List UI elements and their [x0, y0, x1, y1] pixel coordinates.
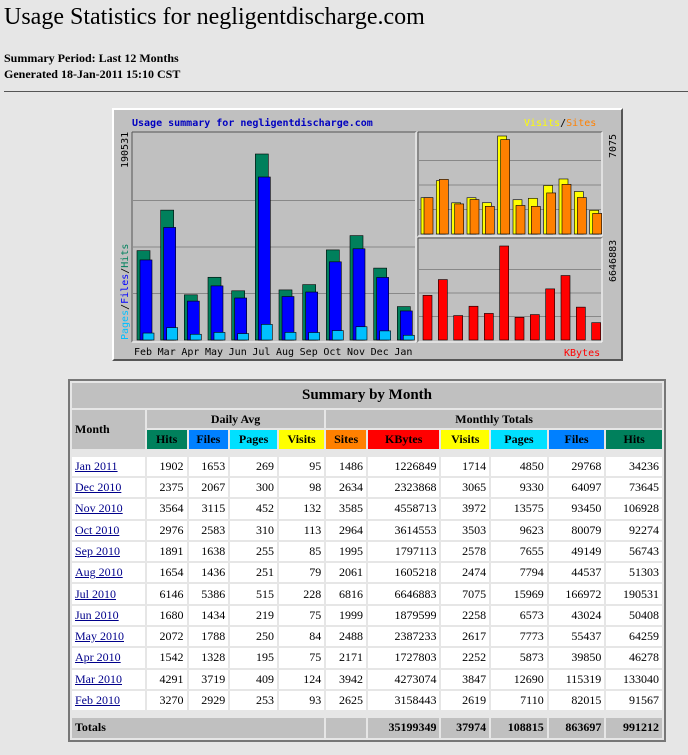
totals-pages: 108815 — [491, 718, 547, 738]
pages-bar — [309, 333, 320, 340]
cell-sites: 2634 — [326, 478, 366, 497]
totals-row — [72, 718, 662, 738]
table-row — [72, 499, 662, 518]
cell-kbytes: 6646883 — [368, 584, 439, 603]
cell-d-visits: 93 — [279, 691, 324, 710]
cell-d-pages: 219 — [230, 606, 277, 625]
month-link[interactable]: Oct 2010 — [75, 522, 120, 537]
cell-d-pages: 195 — [230, 648, 277, 667]
kbytes-bar — [423, 295, 432, 340]
cell-d-visits: 85 — [279, 542, 324, 561]
cell-d-pages: 251 — [230, 563, 277, 582]
sites-bar — [439, 179, 448, 234]
x-tick-label: Sep — [299, 347, 318, 358]
cell-files: 82015 — [549, 691, 605, 710]
pages-bar — [285, 332, 296, 340]
month-cell — [72, 521, 145, 540]
totals-hits: 991212 — [606, 718, 662, 738]
x-tick-label: Feb — [134, 347, 153, 358]
cell-files: 49149 — [549, 542, 605, 561]
cell-pages: 6573 — [491, 606, 547, 625]
cell-d-pages: 452 — [230, 499, 277, 518]
cell-d-files: 2583 — [189, 521, 229, 540]
cell-sites: 2061 — [326, 563, 366, 582]
legend-entry: Visits — [524, 118, 561, 129]
files-bar — [258, 177, 270, 340]
cell-pages: 9330 — [491, 478, 547, 497]
month-link[interactable]: Mar 2010 — [75, 671, 122, 686]
cell-sites: 6816 — [326, 584, 366, 603]
cell-d-visits: 84 — [279, 627, 324, 646]
kbytes-bar — [546, 289, 555, 340]
cell-d-pages: 310 — [230, 521, 277, 540]
cell-d-pages: 269 — [230, 457, 277, 476]
cell-d-hits: 1542 — [147, 648, 187, 667]
kbytes-bar — [454, 316, 463, 340]
cell-sites: 1486 — [326, 457, 366, 476]
sites-bar — [470, 200, 479, 234]
cell-files: 80079 — [549, 521, 605, 540]
cell-hits: 64259 — [606, 627, 662, 646]
cell-d-pages: 250 — [230, 627, 277, 646]
cell-d-files: 1436 — [189, 563, 229, 582]
legend-entry: / — [560, 118, 567, 129]
cell-d-pages: 253 — [230, 691, 277, 710]
cell-files: 93450 — [549, 499, 605, 518]
cell-sites: 1999 — [326, 606, 366, 625]
x-tick-label: Nov — [347, 347, 366, 358]
cell-visits: 2474 — [441, 563, 489, 582]
cell-d-pages: 515 — [230, 584, 277, 603]
top-right-legend — [524, 118, 596, 129]
legend-entry: Pages — [120, 309, 131, 340]
cell-d-hits: 2072 — [147, 627, 187, 646]
cell-hits: 50408 — [606, 606, 662, 625]
cell-hits: 133040 — [606, 670, 662, 689]
x-tick-label: Apr — [181, 347, 200, 358]
cell-d-files: 1788 — [189, 627, 229, 646]
kbytes-bar — [561, 276, 570, 340]
cell-d-visits: 124 — [279, 670, 324, 689]
cell-sites: 1995 — [326, 542, 366, 561]
month-header: Month — [72, 410, 145, 449]
cell-files: 39850 — [549, 648, 605, 667]
month-cell — [72, 648, 145, 667]
cell-pages: 4850 — [491, 457, 547, 476]
sites-bar — [577, 198, 586, 234]
cell-d-pages: 409 — [230, 670, 277, 689]
cell-d-visits: 113 — [279, 521, 324, 540]
daily-avg-header: Daily Avg — [147, 410, 324, 428]
cell-hits: 190531 — [606, 584, 662, 603]
cell-files: 166972 — [549, 584, 605, 603]
cell-pages: 7773 — [491, 627, 547, 646]
month-link[interactable]: Jan 2011 — [75, 458, 118, 473]
cell-pages: 13575 — [491, 499, 547, 518]
kbytes-bar — [592, 323, 601, 340]
cell-pages: 7794 — [491, 563, 547, 582]
cell-visits: 2252 — [441, 648, 489, 667]
cell-kbytes: 2387233 — [368, 627, 439, 646]
cell-d-hits: 3564 — [147, 499, 187, 518]
cell-d-files: 2929 — [189, 691, 229, 710]
sites-bar — [593, 213, 602, 234]
cell-d-hits: 1902 — [147, 457, 187, 476]
x-tick-label: Jul — [252, 347, 271, 358]
summary-period: Summary Period: Last 12 Months — [4, 51, 179, 65]
month-link[interactable]: Sep 2010 — [75, 544, 120, 559]
totals-kbytes: 35199349 — [368, 718, 439, 738]
cell-visits: 2619 — [441, 691, 489, 710]
kbytes-bar — [438, 280, 447, 340]
month-link[interactable]: Jul 2010 — [75, 586, 117, 601]
pages-bar — [190, 334, 201, 340]
cell-files: 115319 — [549, 670, 605, 689]
cell-kbytes: 4558713 — [368, 499, 439, 518]
chart-svg — [114, 110, 621, 359]
month-link[interactable]: Apr 2010 — [75, 650, 121, 665]
month-cell — [72, 627, 145, 646]
cell-pages: 7110 — [491, 691, 547, 710]
totals-label: Totals — [72, 718, 324, 738]
top-right-ymax-label: 7075 — [608, 133, 619, 158]
cell-files: 55437 — [549, 627, 605, 646]
month-cell — [72, 563, 145, 582]
cell-d-files: 2067 — [189, 478, 229, 497]
pages-bar — [356, 327, 367, 340]
totals-spacer — [72, 712, 662, 715]
sites-bar — [516, 205, 525, 234]
pages-bar — [403, 335, 414, 340]
cell-d-visits: 98 — [279, 478, 324, 497]
header-divider — [4, 91, 688, 92]
files-bar — [353, 249, 365, 340]
table-row — [72, 563, 662, 582]
cell-d-files: 1653 — [189, 457, 229, 476]
files-bar — [164, 227, 176, 340]
month-link[interactable]: Dec 2010 — [75, 480, 122, 495]
cell-d-hits: 1680 — [147, 606, 187, 625]
cell-hits: 56743 — [606, 542, 662, 561]
cell-d-hits: 3270 — [147, 691, 187, 710]
cell-d-files: 1638 — [189, 542, 229, 561]
monthly-col-header-hits: Hits — [606, 430, 662, 449]
legend-entry: Files — [120, 273, 131, 304]
legend-entry: Sites — [566, 118, 597, 129]
pages-bar — [214, 332, 225, 340]
cell-visits: 2578 — [441, 542, 489, 561]
cell-d-hits: 2375 — [147, 478, 187, 497]
monthly-col-header-pages: Pages — [491, 430, 547, 449]
month-cell — [72, 606, 145, 625]
cell-visits: 3847 — [441, 670, 489, 689]
table-row — [72, 648, 662, 667]
kbytes-bar — [576, 307, 585, 340]
sites-bar — [531, 206, 540, 234]
cell-sites: 3585 — [326, 499, 366, 518]
sites-bar — [547, 193, 556, 234]
cell-d-hits: 6146 — [147, 584, 187, 603]
table-row — [72, 606, 662, 625]
cell-visits: 3972 — [441, 499, 489, 518]
cell-sites: 3942 — [326, 670, 366, 689]
left-legend — [120, 244, 131, 340]
monthly-totals-header: Monthly Totals — [326, 410, 662, 428]
cell-hits: 91567 — [606, 691, 662, 710]
x-tick-label: Dec — [370, 347, 389, 358]
kbytes-bar — [484, 313, 493, 340]
totals-visits: 37974 — [441, 718, 489, 738]
daily-col-header-visits: Visits — [279, 430, 324, 449]
cell-d-files: 3719 — [189, 670, 229, 689]
cell-hits: 51303 — [606, 563, 662, 582]
cell-hits: 34236 — [606, 457, 662, 476]
kbytes-bar — [500, 246, 509, 340]
monthly-col-header-files: Files — [549, 430, 605, 449]
table-row — [72, 478, 662, 497]
cell-visits: 3503 — [441, 521, 489, 540]
table-row — [72, 627, 662, 646]
cell-d-hits: 2976 — [147, 521, 187, 540]
table-row — [72, 457, 662, 476]
month-cell — [72, 499, 145, 518]
month-link[interactable]: Nov 2010 — [75, 501, 123, 516]
cell-d-visits: 228 — [279, 584, 324, 603]
daily-col-header-hits: Hits — [147, 430, 187, 449]
table-row — [72, 691, 662, 710]
cell-files: 43024 — [549, 606, 605, 625]
x-tick-label: May — [205, 347, 224, 358]
month-link[interactable]: May 2010 — [75, 629, 124, 644]
cell-visits: 3065 — [441, 478, 489, 497]
cell-visits: 2258 — [441, 606, 489, 625]
totals-files: 863697 — [549, 718, 605, 738]
cell-d-pages: 255 — [230, 542, 277, 561]
cell-d-files: 3115 — [189, 499, 229, 518]
cell-files: 29768 — [549, 457, 605, 476]
x-tick-label: Jan — [394, 347, 413, 358]
daily-col-header-files: Files — [189, 430, 229, 449]
monthly-col-header-visits: Visits — [441, 430, 489, 449]
kbytes-legend: KBytes — [564, 348, 601, 359]
sites-bar — [562, 184, 571, 234]
month-cell — [72, 478, 145, 497]
cell-kbytes: 4273074 — [368, 670, 439, 689]
cell-sites: 2625 — [326, 691, 366, 710]
pages-bar — [332, 331, 343, 340]
bottom-right-ymax-label: 6646883 — [608, 239, 619, 282]
usage-summary-chart — [112, 108, 623, 361]
kbytes-bar — [515, 317, 524, 340]
pages-bar — [261, 324, 272, 340]
sites-bar — [501, 140, 510, 234]
totals-sites-blank — [326, 718, 366, 738]
cell-hits: 106928 — [606, 499, 662, 518]
sites-bar — [455, 204, 464, 234]
table-row — [72, 521, 662, 540]
sites-bar — [485, 206, 494, 234]
cell-visits: 1714 — [441, 457, 489, 476]
table-row — [72, 542, 662, 561]
cell-hits: 92274 — [606, 521, 662, 540]
legend-entry: / — [120, 303, 131, 310]
monthly-col-header-sites: Sites — [326, 430, 366, 449]
cell-d-files: 1328 — [189, 648, 229, 667]
cell-pages: 5873 — [491, 648, 547, 667]
cell-d-pages: 300 — [230, 478, 277, 497]
month-cell — [72, 457, 145, 476]
cell-pages: 9623 — [491, 521, 547, 540]
cell-kbytes: 1727803 — [368, 648, 439, 667]
cell-kbytes: 3158443 — [368, 691, 439, 710]
files-bar — [211, 286, 223, 340]
sites-bar — [424, 198, 433, 234]
month-cell — [72, 584, 145, 603]
cell-hits: 46278 — [606, 648, 662, 667]
pages-bar — [167, 328, 178, 340]
generated-timestamp: Generated 18-Jan-2011 15:10 CST — [4, 67, 181, 81]
month-cell — [72, 670, 145, 689]
x-tick-label: Mar — [157, 347, 176, 358]
cell-kbytes: 1605218 — [368, 563, 439, 582]
pages-bar — [380, 331, 391, 340]
month-cell — [72, 542, 145, 561]
cell-kbytes: 3614553 — [368, 521, 439, 540]
table-row — [72, 670, 662, 689]
pages-bar — [238, 334, 249, 340]
x-tick-label: Aug — [276, 347, 295, 358]
pages-bar — [143, 333, 154, 340]
month-link[interactable]: Aug 2010 — [75, 565, 123, 580]
cell-hits: 73645 — [606, 478, 662, 497]
header-spacer — [72, 451, 662, 454]
summary-by-month-table — [68, 379, 666, 742]
left-ymax-label: 190531 — [120, 131, 131, 168]
month-link[interactable]: Jun 2010 — [75, 607, 119, 622]
month-link[interactable]: Feb 2010 — [75, 693, 120, 707]
files-bar — [329, 262, 341, 340]
kbytes-bar — [469, 306, 478, 340]
cell-sites: 2964 — [326, 521, 366, 540]
cell-pages: 7655 — [491, 542, 547, 561]
cell-kbytes: 1226849 — [368, 457, 439, 476]
month-cell — [72, 691, 145, 710]
cell-pages: 15969 — [491, 584, 547, 603]
cell-d-visits: 95 — [279, 457, 324, 476]
table-row — [72, 584, 662, 603]
cell-visits: 7075 — [441, 584, 489, 603]
chart-title: Usage summary for negligentdischarge.com — [132, 118, 373, 129]
daily-col-header-pages: Pages — [230, 430, 277, 449]
cell-kbytes: 2323868 — [368, 478, 439, 497]
legend-entry: Hits — [120, 243, 131, 268]
cell-pages: 12690 — [491, 670, 547, 689]
cell-d-hits: 4291 — [147, 670, 187, 689]
cell-d-hits: 1654 — [147, 563, 187, 582]
cell-sites: 2171 — [326, 648, 366, 667]
page-title: Usage Statistics for negligentdischarge.com — [4, 4, 425, 30]
cell-d-visits: 75 — [279, 648, 324, 667]
cell-files: 44537 — [549, 563, 605, 582]
x-tick-label: Jun — [228, 347, 247, 358]
monthly-col-header-kbytes: KBytes — [368, 430, 439, 449]
cell-sites: 2488 — [326, 627, 366, 646]
cell-kbytes: 1879599 — [368, 606, 439, 625]
kbytes-bar — [530, 315, 539, 340]
table-caption: Summary by Month — [72, 383, 662, 408]
cell-files: 64097 — [549, 478, 605, 497]
cell-d-visits: 75 — [279, 606, 324, 625]
cell-d-visits: 132 — [279, 499, 324, 518]
cell-d-visits: 79 — [279, 563, 324, 582]
cell-d-files: 5386 — [189, 584, 229, 603]
files-bar — [140, 260, 152, 340]
cell-visits: 2617 — [441, 627, 489, 646]
x-tick-label: Oct — [323, 347, 342, 358]
cell-kbytes: 1797113 — [368, 542, 439, 561]
cell-d-files: 1434 — [189, 606, 229, 625]
legend-entry: / — [120, 267, 131, 274]
cell-d-hits: 1891 — [147, 542, 187, 561]
